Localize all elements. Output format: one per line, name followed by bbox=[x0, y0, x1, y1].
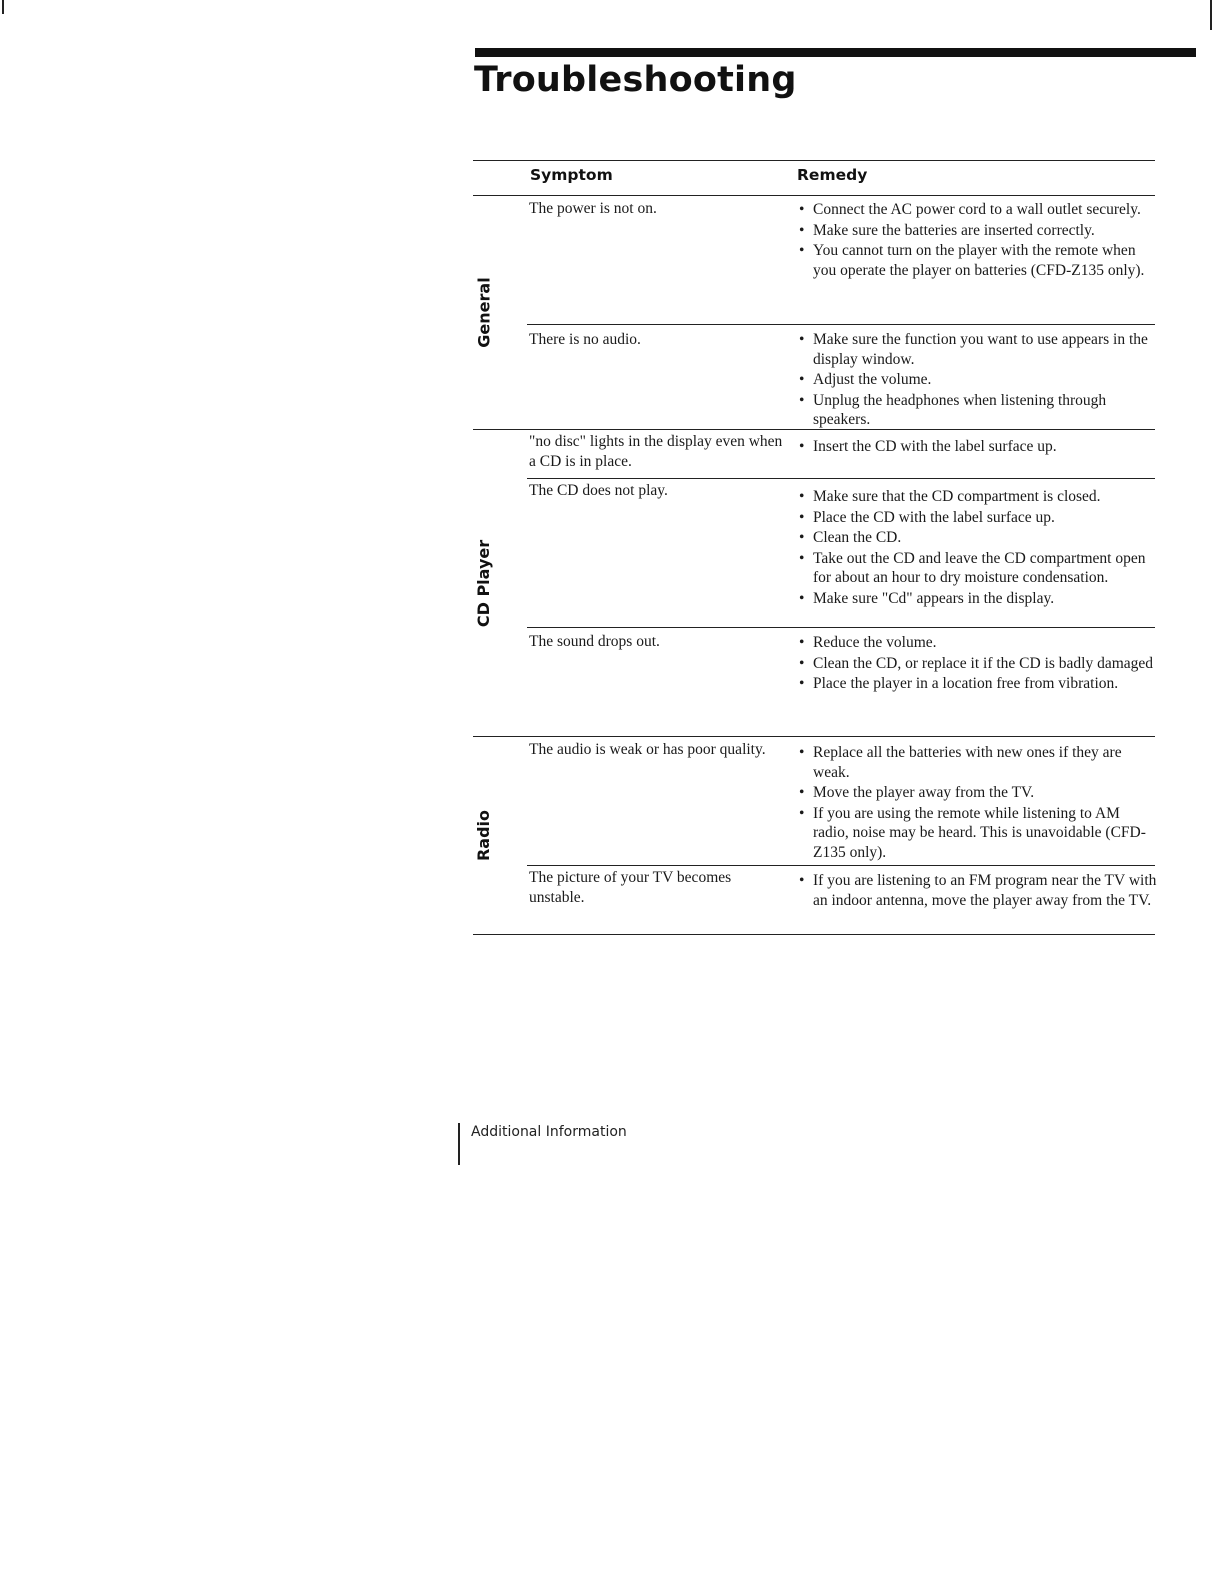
symptom-cell: The sound drops out. bbox=[529, 633, 660, 650]
remedy-list bbox=[797, 743, 1159, 863]
remedy-item: • Unplug the headphones when listening through speakers. bbox=[797, 391, 1159, 430]
footer-rule bbox=[458, 1123, 460, 1165]
remedy-item: • Adjust the volume. bbox=[797, 370, 1159, 390]
table-row bbox=[527, 478, 1155, 627]
symptom-cell: The power is not on. bbox=[529, 200, 657, 217]
remedy-list bbox=[797, 330, 1159, 431]
remedy-item: • Clean the CD. bbox=[797, 528, 1159, 548]
remedy-list bbox=[797, 871, 1159, 911]
table-header bbox=[473, 160, 1155, 196]
remedy-item: • Connect the AC power cord to a wall outlet securely. bbox=[797, 200, 1159, 220]
symptom-cell: There is no audio. bbox=[529, 331, 641, 348]
remedy-item: • Place the player in a location free from vibration. bbox=[797, 674, 1159, 694]
remedy-item: • Take out the CD and leave the CD compartment open for about an hour to dry moisture condensation. bbox=[797, 549, 1159, 588]
table-row bbox=[527, 324, 1155, 429]
footer-section-title: Additional Information bbox=[471, 1124, 627, 1140]
remedy-item: • Place the CD with the label surface up. bbox=[797, 508, 1159, 528]
table-row bbox=[527, 737, 1155, 865]
symptom-column-header: Symptom bbox=[530, 166, 613, 184]
section-general bbox=[473, 196, 1155, 430]
remedy-item: • Replace all the batteries with new ones if they are weak. bbox=[797, 743, 1159, 782]
remedy-list bbox=[797, 437, 1159, 458]
remedy-item: • Make sure that the CD compartment is closed. bbox=[797, 487, 1159, 507]
remedy-list bbox=[797, 200, 1159, 281]
remedy-item: • Move the player away from the TV. bbox=[797, 783, 1159, 803]
section-radio bbox=[473, 737, 1155, 935]
remedy-item: • Make sure the function you want to use appears in the display window. bbox=[797, 330, 1159, 369]
symptom-cell: The picture of your TV becomes unstable. bbox=[529, 869, 732, 906]
remedy-item: • If you are listening to an FM program near the TV with an indoor antenna, move the player away from the TV. bbox=[797, 871, 1159, 910]
remedy-item: • Clean the CD, or replace it if the CD is badly damaged bbox=[797, 654, 1159, 674]
title-rule bbox=[475, 48, 1196, 57]
remedy-item: • Make sure "Cd" appears in the display. bbox=[797, 589, 1159, 609]
crop-mark-left bbox=[2, 0, 4, 14]
section-label-cd-player: CD Player bbox=[474, 539, 494, 627]
remedy-list bbox=[797, 633, 1159, 695]
remedy-item: • You cannot turn on the player with the remote when you operate the player on batteries (CFD-Z135 only). bbox=[797, 241, 1159, 280]
remedy-item: • If you are using the remote while listening to AM radio, noise may be heard. This is unavoidable (CFD-Z135 only). bbox=[797, 804, 1159, 863]
table-row bbox=[527, 865, 1155, 934]
symptom-cell: The CD does not play. bbox=[529, 482, 668, 499]
table-row bbox=[527, 430, 1155, 478]
section-label-radio: Radio bbox=[474, 809, 494, 862]
table-row bbox=[527, 196, 1155, 324]
section-cd-player bbox=[473, 430, 1155, 737]
section-label-general: General bbox=[474, 277, 494, 348]
remedy-item: • Reduce the volume. bbox=[797, 633, 1159, 653]
symptom-cell: The audio is weak or has poor quality. bbox=[529, 741, 766, 758]
remedy-column-header: Remedy bbox=[797, 166, 868, 184]
troubleshooting-table bbox=[473, 160, 1155, 935]
remedy-item: • Insert the CD with the label surface up. bbox=[797, 437, 1159, 457]
remedy-item: • Make sure the batteries are inserted correctly. bbox=[797, 221, 1159, 241]
remedy-list bbox=[797, 487, 1159, 609]
page-title: Troubleshooting bbox=[474, 60, 797, 100]
table-row bbox=[527, 627, 1155, 736]
symptom-cell: "no disc" lights in the display even when a CD is in place. bbox=[529, 433, 783, 470]
crop-mark-right bbox=[1210, 0, 1212, 30]
